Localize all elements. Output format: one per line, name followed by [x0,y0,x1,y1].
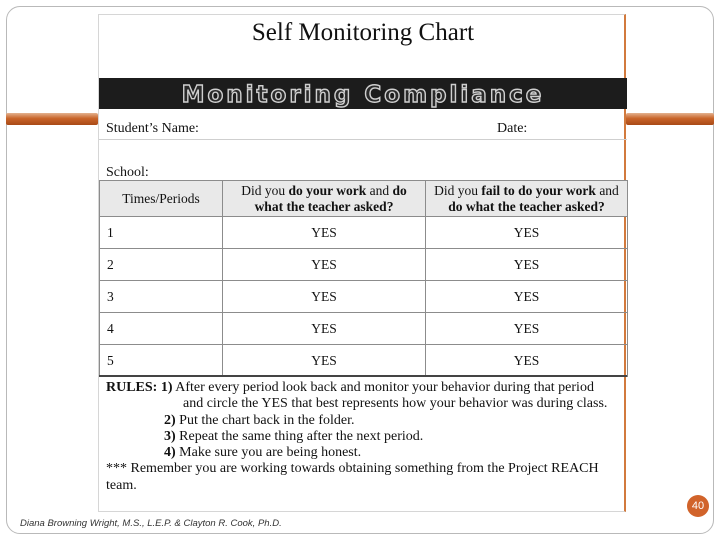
header-text: Did you [241,182,289,198]
header-bold-text: fail to do your work [481,182,596,198]
period-cell: 5 [100,345,223,377]
period-cell: 2 [100,249,223,281]
yes-option-do-work[interactable]: YES [223,217,426,249]
rule-2 [106,413,621,429]
rules-divider [99,375,627,377]
period-cell: 4 [100,313,223,345]
header-text: Did you [434,182,482,198]
school-label: School: [106,165,149,180]
rule-text: After every period look back and monitor your behavior during that period [172,380,594,395]
yes-option-fail-work[interactable]: YES [426,313,628,345]
banner-title: Monitoring Compliance [181,82,545,108]
table-row [100,217,628,249]
header-bold-text: do your work [288,182,367,198]
rule-text: Put the chart back in the folder. [175,412,355,428]
rule-number: 3) [164,428,176,444]
document-title: Self Monitoring Chart [251,19,475,46]
header-bold-text: do what the teacher asked [254,182,407,214]
header-text: and [366,182,393,198]
yes-option-fail-work[interactable]: YES [426,249,628,281]
rule-text: Make sure you are being honest. [175,445,362,461]
table-row [100,313,628,345]
period-cell: 3 [100,281,223,313]
table-row [100,345,628,377]
rule-text: Repeat the same thing after the next period. [175,428,424,444]
header-times-periods: Times/Periods [100,181,223,217]
yes-option-fail-work[interactable]: YES [426,217,628,249]
rule-3 [106,429,621,445]
header-bold-text: do what the teacher asked [448,198,598,214]
header-do-work [223,181,426,217]
monitoring-table [99,180,628,377]
table-row [100,281,628,313]
rules-label: RULES: 1) [106,380,173,395]
field-divider [99,139,627,140]
yes-option-do-work[interactable]: YES [223,313,426,345]
yes-option-do-work[interactable]: YES [223,345,426,377]
accent-bar-right [626,113,714,125]
reminder-note-line-1: *** Remember you are working towards obtaining something from the Project REACH [106,461,599,477]
monitoring-chart-document [98,14,626,512]
footer-credit: Diana Browning Wright, M.S., L.E.P. & Clayton R. Cook, Ph.D. [20,518,282,529]
date-label: Date: [497,121,528,136]
yes-option-do-work[interactable]: YES [223,249,426,281]
yes-option-fail-work[interactable]: YES [426,345,628,377]
period-cell: 1 [100,217,223,249]
rule-number: 4) [164,445,176,461]
rule-1-line-2: and circle the YES that best represents how your behavior was during class. [183,396,608,412]
rule-1-line-1 [106,380,621,396]
header-bold-text: ? [598,198,605,214]
table-header-row [100,181,628,217]
header-fail-work [426,181,628,217]
reminder-note-line-2: team. [106,477,137,493]
header-text: and [595,182,619,198]
header-bold-text: ? [386,198,394,214]
rule-4 [106,445,621,461]
page-number-badge: 40 [687,495,709,517]
yes-option-fail-work[interactable]: YES [426,281,628,313]
accent-bar-left [6,113,98,125]
yes-option-do-work[interactable]: YES [223,281,426,313]
rule-number: 2) [164,412,176,428]
table-row [100,249,628,281]
rules-section [106,380,621,494]
student-name-label: Student’s Name: [106,121,199,136]
